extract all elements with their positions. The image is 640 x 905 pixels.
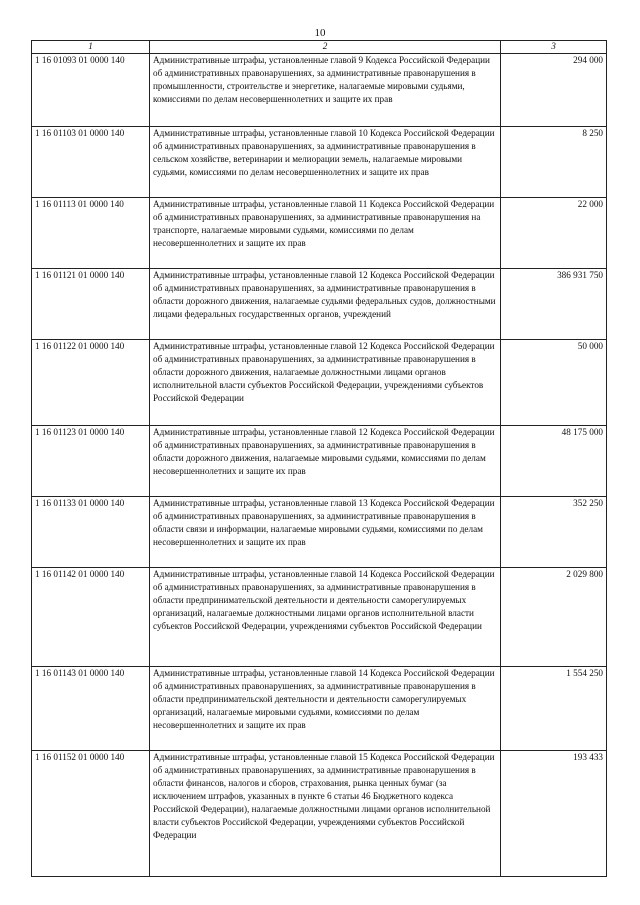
row-code: 1 16 01093 01 0000 140 — [32, 54, 150, 127]
row-code: 1 16 01143 01 0000 140 — [32, 667, 150, 751]
row-amount: 294 000 — [501, 54, 607, 127]
row-code: 1 16 01142 01 0000 140 — [32, 568, 150, 667]
row-amount: 8 250 — [501, 127, 607, 198]
row-code: 1 16 01133 01 0000 140 — [32, 497, 150, 568]
table-row — [32, 568, 607, 667]
row-amount: 48 175 000 — [501, 426, 607, 497]
row-code: 1 16 01121 01 0000 140 — [32, 269, 150, 340]
row-description: Административные штрафы, установленные главой 14 Кодекса Российской Федерации об административных правонарушениях, за административные правонарушения в области предпринимательской деятельности и деятельности саморегулируемых организаций, налагаемые должностными лицами органов исполнительной власти субъектов Российской Федерации, учреждениями субъектов Российской Федерации — [150, 568, 501, 667]
row-description: Административные штрафы, установленные главой 11 Кодекса Российской Федерации об административных правонарушениях, за административные правонарушения на транспорте, налагаемые мировыми судьями, комиссиями по делам несовершеннолетних и защите их прав — [150, 198, 501, 269]
row-description: Административные штрафы, установленные главой 12 Кодекса Российской Федерации об административных правонарушениях, за административные правонарушения в области дорожного движения, налагаемые мировыми судьями, комиссиями по делам несовершеннолетних и защите их прав — [150, 426, 501, 497]
row-amount: 2 029 800 — [501, 568, 607, 667]
row-description: Административные штрафы, установленные главой 12 Кодекса Российской Федерации об административных правонарушениях, за административные правонарушения в области дорожного движения, налагаемые судьями федеральных судов, должностными лицами федеральных государственных органов, учреждений — [150, 269, 501, 340]
row-code: 1 16 01123 01 0000 140 — [32, 426, 150, 497]
row-amount: 352 250 — [501, 497, 607, 568]
page-number: 10 — [314, 27, 326, 39]
table-row — [32, 340, 607, 426]
row-code: 1 16 01152 01 0000 140 — [32, 751, 150, 877]
row-description: Административные штрафы, установленные главой 10 Кодекса Российской Федерации об административных правонарушениях, за административные правонарушения в сельском хозяйстве, ветеринарии и мелиорации земель, налагаемые мировыми судьями, комиссиями по делам несовершеннолетних и защите их прав — [150, 127, 501, 198]
table-row — [32, 667, 607, 751]
row-description: Административные штрафы, установленные главой 13 Кодекса Российской Федерации об административных правонарушениях, за административные правонарушения в области связи и информации, налагаемые мировыми судьями, комиссиями по делам несовершеннолетних и защите их прав — [150, 497, 501, 568]
row-description: Административные штрафы, установленные главой 12 Кодекса Российской Федерации об административных правонарушениях, за административные правонарушения в области дорожного движения, налагаемые должностными лицами органов исполнительной власти субъектов Российской Федерации, учреждениями субъектов Российской Федерации — [150, 340, 501, 426]
column-header-code: 1 — [32, 41, 150, 54]
table-row — [32, 127, 607, 198]
row-code: 1 16 01113 01 0000 140 — [32, 198, 150, 269]
table-row — [32, 426, 607, 497]
column-header-amount: 3 — [501, 41, 607, 54]
table-row — [32, 269, 607, 340]
row-code: 1 16 01122 01 0000 140 — [32, 340, 150, 426]
table-row — [32, 198, 607, 269]
table-row — [32, 497, 607, 568]
row-amount: 1 554 250 — [501, 667, 607, 751]
row-amount: 386 931 750 — [501, 269, 607, 340]
row-amount: 50 000 — [501, 340, 607, 426]
table-row — [32, 54, 607, 127]
row-amount: 22 000 — [501, 198, 607, 269]
row-description: Административные штрафы, установленные главой 9 Кодекса Российской Федерации об административных правонарушениях, за административные правонарушения в промышленности, строительстве и энергетике, налагаемые мировыми судьями, комиссиями по делам несовершеннолетних и защите их прав — [150, 54, 501, 127]
row-description: Административные штрафы, установленные главой 15 Кодекса Российской Федерации об административных правонарушениях, за административные правонарушения в области финансов, налогов и сборов, страхования, рынка ценных бумаг (за исключением штрафов, указанных в пункте 6 статьи 46 Бюджетного кодекса Российской Федерации), налагаемые должностными лицами органов исполнительной власти субъектов Российской Федерации, учреждениями субъектов Российской Федерации — [150, 751, 501, 877]
budget-revenue-table — [31, 40, 607, 877]
row-amount: 193 433 — [501, 751, 607, 877]
table-row — [32, 751, 607, 877]
column-header-description: 2 — [150, 41, 501, 54]
row-code: 1 16 01103 01 0000 140 — [32, 127, 150, 198]
table-header-row — [32, 41, 607, 54]
row-description: Административные штрафы, установленные главой 14 Кодекса Российской Федерации об административных правонарушениях, за административные правонарушения в области предпринимательской деятельности и деятельности саморегулируемых организаций, налагаемые мировыми судьями, комиссиями по делам несовершеннолетних и защите их прав — [150, 667, 501, 751]
